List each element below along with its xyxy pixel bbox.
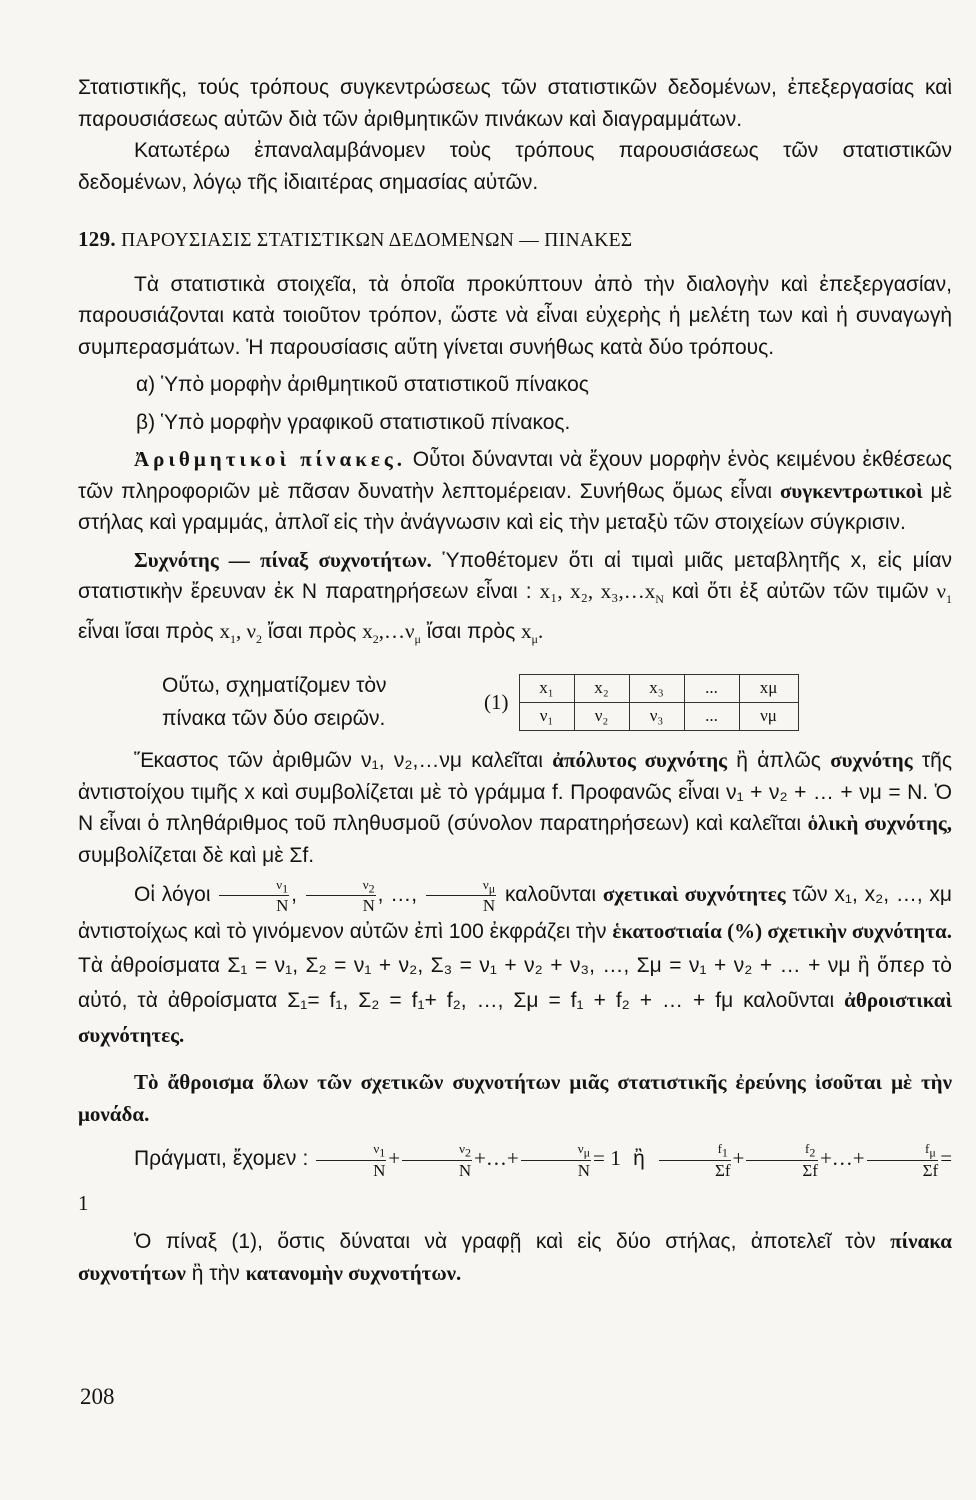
paragraph-absolute-frequency: [78, 745, 952, 871]
freq-values: x₁, x₂, $x_3,\dots x_N$: [539, 579, 664, 607]
table-caption-line-2: πίνακα τῶν δύο σειρῶν.: [162, 707, 386, 731]
table-cell: ν₂: [574, 702, 629, 730]
theorem-statement: [78, 1067, 952, 1130]
table-cell: ν₃: [629, 702, 684, 730]
table-cell: ν₁: [519, 702, 574, 730]
rel-text-4: Τὰ ἀθροίσματα Σ₁ = ν₁, Σ₂ = ν₁ + ν₂, Σ₃ = ν₁ + ν₂ + ν₃, …, Σμ = ν₁ + ν₂ + … + νμ ἢ ὅπερ τὸ αὐτό, τὰ ἀθροίσματα Σ₁= f₁, Σ₂ = f₁+ f₂, …, Σμ = f₁ + f₂ + … + fμ καλοῦνται: [78, 954, 952, 1013]
table-cell: ...: [684, 674, 739, 702]
table-cell: νμ: [739, 702, 798, 730]
table-caption: [78, 669, 492, 735]
arith-text-1: Οὗτοι δύνανται νὰ ἔχουν μορφὴν ἑνὸς κειμένου ἐκθέσεως τῶν πληροφοριῶν μὲ πᾶσαν δυνατὴν λεπτομέρειαν. Συνήθως ὅμως εἶναι: [78, 448, 953, 503]
closing-text-1: Ὁ πίναξ (1), ὅστις δύναται νὰ γραφῇ καὶ εἰς δύο στήλας, ἀποτελεῖ τὸν: [134, 1230, 891, 1254]
rel-text-3: τῶν x₁, x₂, …, xμ ἀντιστοίχως καὶ τὸ γινόμενον αὐτῶν ἐπὶ 100 ἐκφράζει τὴν: [78, 883, 953, 944]
arith-text-2: μὲ στήλας καὶ γραμμάς, ἁπλοῖ εἰς τὴν ἀνάγνωσιν καὶ εἰς τὴν μεταξὺ τῶν στοιχείων σύγκρισιν.: [78, 479, 953, 534]
closing-text-2: ἢ τὴν: [185, 1261, 246, 1285]
table-row-values: [519, 674, 798, 702]
paragraph-relative-frequency: Οἱ λόγοι $\frac{\nu_1}{N}$ , $\frac{\nu_2}{N}$ , …, $\frac{\nu_\mu}{N}$ καλοῦνται σχετικαὶ συχνότητες τῶν x₁, x₂, …, xμ ἀντιστοίχως καὶ τὸ γινόμενον αὐτῶν ἐπὶ 100 ἐκφράζει τὴν ἑκατοστιαία (%) σχετικὴν συχνότητα. Τὰ ἀθροίσματα Σ₁ = ν₁, Σ₂ = ν₁ + ν₂, Σ₃ = ν₁ + ν₂ + ν₃, …, Σμ = ν₁ + ν₂ + … + νμ ἢ ὅπερ τὸ αὐτό, τὰ ἀθροίσματα Σ₁= f₁, Σ₂ = f₁+ f₂, …, Σμ = f₁ + f₂ + … + fμ καλοῦνται ἀθροιστικαὶ συχνότητες.: [78, 876, 953, 1048]
frequency-table-block: [78, 669, 952, 735]
table-caption-line-1: Οὕτω, σχηματίζομεν τὸν: [162, 674, 387, 698]
table-cell: xμ: [739, 674, 798, 702]
term-frequency-table-name: πίνακα συχνοτήτων: [78, 1229, 952, 1285]
paragraph-presentation: Τὰ στατιστικὰ στοιχεῖα, τὰ ὁποῖα προκύπτουν ἀπὸ τὴν διαλογὴν καὶ ἐπεξεργασίαν, παρουσιάζονται κατὰ τοιοῦτον τρόπον, ὥστε νὰ εἶναι εὐχερὴς ἡ μελέτη των καὶ ἡ συναγωγὴ συμπερασμάτων. Ἡ παρουσίασις αὕτη γίνεται συνήθως κατὰ δύο τρόπους.: [78, 272, 952, 359]
rel-text-2: καλοῦνται: [498, 883, 603, 907]
freq-text-4: ἴσαι πρὸς: [262, 619, 363, 643]
table-cell: x₁: [519, 674, 574, 702]
paragraph-frequency: Συχνότης — πίναξ συχνοτήτων. Ὑποθέτομεν ὅτι αἱ τιμαὶ μιᾶς μεταβλητῆς x, εἰς μίαν στατιστικὴν ἔρευναν ἐκ N παρατηρήσεων εἶναι : x₁, x₂, $x_3,\dots x_N$ καὶ ὅτι ἐξ αὐτῶν τῶν τιμῶν $\nu_1$ εἶναι ἴσαι πρὸς $x_1$, $\nu_2$ ἴσαι πρὸς $x_2,\dots\nu_\mu$ ἴσαι πρὸς $x_\mu$.: [78, 547, 952, 646]
freq-text-5: ἴσαι πρὸς: [420, 619, 522, 643]
table-label: (1): [484, 689, 509, 714]
abs-text-2: ἢ ἁπλῶς: [727, 749, 831, 773]
abs-text-4: συμβολίζεται δὲ καὶ μὲ Σf.: [78, 843, 315, 867]
frequency-table: [519, 674, 799, 731]
formula-line: Πράγματι, ἔχομεν : $\frac{\nu_1}{N}$ + $\frac{\nu_2}{N}$ +…+ $\frac{\nu_\mu}{N}$ = 1 ἢ $\frac{f_1}{\Sigma f}$ + $\frac{f_2}{\Sigma f}$ +…+ $\frac{f_\mu}{\Sigma f}$ = 1: [78, 1141, 953, 1216]
term-percent-relative-frequency: ἑκατοστιαία (%) σχετικὴν συχνότητα.: [612, 919, 953, 944]
term-frequency-distribution: κατανομὴν συχνοτήτων.: [245, 1260, 462, 1285]
term-arithmetic-tables: Ἀριθμητικοὶ πίνακες.: [134, 447, 407, 471]
freq-text-2: καὶ ὅτι ἐξ αὐτῶν τῶν τιμῶν: [663, 580, 937, 603]
intro-paragraph-2: Κατωτέρω ἐπαναλαμβάνομεν τοὺς τρόπους παρουσιάσεως τῶν στατιστικῶν δεδομένων, λόγῳ τῆς ἰδιαιτέρας σημασίας αὐτῶν.: [78, 139, 952, 194]
term-total-frequency: ὁλικὴ συχνότης,: [807, 811, 952, 836]
list-item-a: α) Ὑπὸ μορφὴν ἀριθμητικοῦ στατιστικοῦ πίνακος: [136, 373, 589, 396]
table-cell: ...: [684, 702, 739, 730]
term-absolute-frequency: ἀπόλυτος συχνότης: [552, 748, 727, 773]
intro-paragraph: Στατιστικῆς, τούς τρόπους συγκεντρώσεως τῶν στατιστικῶν δεδομένων, ἐπεξεργασίας καὶ παρουσιάσεως αὐτῶν διὰ τῶν ἀριθμητικῶν πινάκων καὶ διαγραμμάτων.: [78, 76, 952, 131]
section-title: ΠΑΡΟΥΣΙΑΣΙΣ ΣΤΑΤΙΣΤΙΚΩΝ ΔΕΔΟΜΕΝΩΝ — ΠΙΝΑΚΕΣ: [121, 230, 633, 251]
table-cell: x₂: [574, 674, 629, 702]
term-cumulative-frequencies: ἀθροιστικαὶ συχνότητες.: [78, 988, 952, 1048]
table-row-frequencies: [519, 702, 798, 730]
theorem-text: Τὸ ἄθροισμα ὅλων τῶν σχετικῶν συχνοτήτων μιᾶς στατιστικῆς ἐρεύνης ἰσοῦται μὲ τὴν μονάδα.: [78, 1070, 952, 1126]
term-frequency-table: Συχνότης — πίναξ συχνοτήτων.: [134, 547, 432, 572]
formula-or: ἢ: [633, 1147, 645, 1171]
table-cell: x₃: [629, 674, 684, 702]
page-number: 208: [80, 1384, 115, 1409]
paragraph-closing: [78, 1226, 952, 1289]
freq-text-3: εἶναι ἴσαι πρὸς: [78, 619, 220, 643]
term-frequency: συχνότης: [830, 748, 913, 773]
abs-text-1: Ἕκαστος τῶν ἀριθμῶν ν₁, ν₂,…νμ καλεῖται: [134, 749, 553, 773]
term-aggregate: συγκεντρωτικοὶ: [779, 478, 923, 503]
rel-text-1: Οἱ λόγοι: [134, 883, 218, 907]
term-relative-frequencies: σχετικαὶ συχνότητες: [602, 882, 786, 907]
abs-text-3: τῆς ἀντιστοίχου τιμῆς x καὶ συμβολίζεται μὲ τὸ γράμμα f. Προφανῶς εἶναι ν₁ + ν₂ + … + νμ = N. Ὁ N εἶναι ὁ πληθάριθμος τοῦ πληθυσμοῦ (σύνολον παρατηρήσεων) καὶ καλεῖται: [78, 749, 952, 836]
section-number: 129.: [78, 227, 116, 251]
paragraph-arithmetic-tables: [78, 444, 952, 539]
list-item-b: β) Ὑπὸ μορφὴν γραφικοῦ στατιστικοῦ πίνακος.: [136, 410, 571, 434]
freq-text-1: Ὑποθέτομεν ὅτι αἱ τιμαὶ μιᾶς μεταβλητῆς x, εἰς μίαν στατιστικὴν ἔρευναν ἐκ N παρατηρήσεων εἶναι :: [78, 548, 952, 603]
formula-lead: Πράγματι, ἔχομεν :: [134, 1147, 315, 1171]
section-heading: [78, 224, 952, 257]
page-body: [78, 72, 952, 1289]
